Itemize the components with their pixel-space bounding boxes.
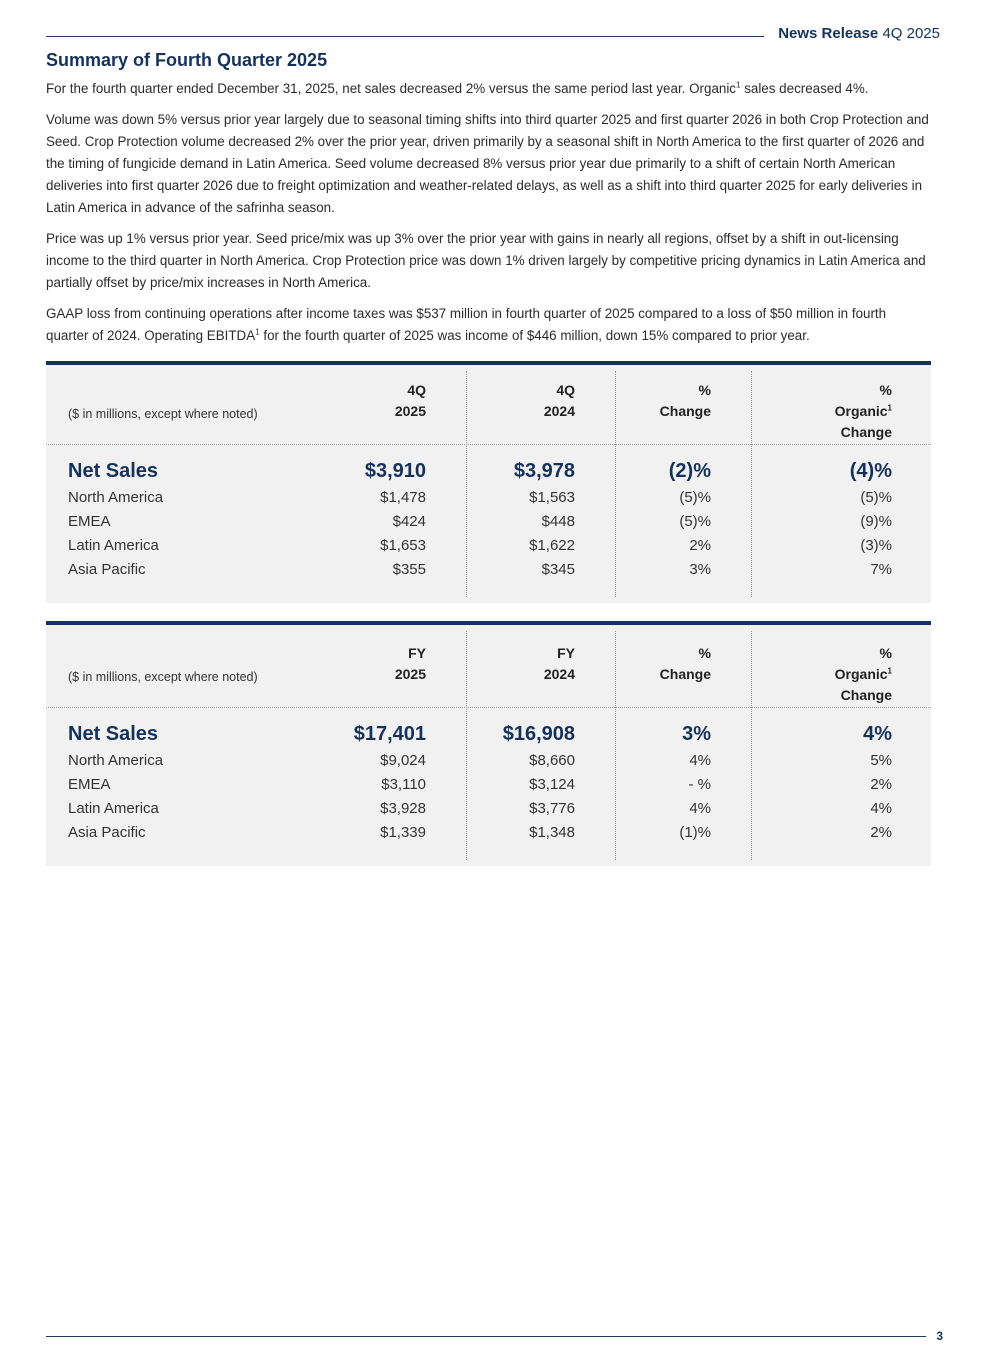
column-header: % Organic$^1$ Change — [834, 382, 892, 440]
page-number: 3 — [936, 1329, 943, 1343]
header-rule — [46, 36, 764, 37]
table-row: EMEA $3,110 $3,124 - % 2% — [68, 776, 892, 793]
column-header: 4Q 2024 — [543, 382, 575, 419]
table-row: Latin America $3,928 $3,776 4% 4% — [68, 800, 892, 817]
table-row: North America $9,024 $8,660 4% 5% — [68, 752, 892, 769]
column-header: FY 2025 — [394, 645, 426, 682]
news-release-header: News Release 4Q 2025 — [778, 25, 940, 42]
column-header: % Change — [659, 645, 711, 682]
column-header: % Organic$^1$ Change — [834, 645, 892, 703]
column-header: FY 2024 — [543, 645, 575, 682]
table-row: North America $1,478 $1,563 (5)% (5)% — [68, 489, 892, 506]
table-note: ($ in millions, except where noted) — [68, 670, 258, 684]
table-row: Latin America $1,653 $1,622 2% (3)% — [68, 537, 892, 554]
table-row: Asia Pacific $1,339 $1,348 (1)% 2% — [68, 824, 892, 841]
paragraph-gaap: GAAP loss from continuing operations after income taxes was $537 million in fourth quarter of 2025 compared to a loss of $50 million in fourth quarter of 2024. Operating EBITDA$^1$ for the fourth quarter of 2025 was income of $446 million, down 15% compared to prior year. — [46, 306, 887, 343]
table-row: Net Sales $3,910 $3,978 (2)% (4)% — [68, 460, 892, 482]
table-row: EMEA $424 $448 (5)% (9)% — [68, 513, 892, 530]
table-row: Net Sales $17,401 $16,908 3% 4% — [68, 723, 892, 745]
paragraph-volume: Volume was down 5% versus prior year largely due to seasonal timing shifts into third quarter 2025 and first quarter 2026 in both Crop Protection and Seed. Crop Protection volume decreased 2% over the prior year, driven primarily by a seasonal shift in North America to the first quarter of 2026 and the timing of fungicide demand in Latin America. Seed volume decreased 8% versus prior year due primarily to a shift of certain North American deliveries into first quarter 2026 due to freight optimization and weather-related delays, as well as a shift into third quarter 2025 for early deliveries in Latin America in advance of the safrinha season. — [46, 112, 929, 215]
table-row: Asia Pacific $355 $345 3% 7% — [68, 561, 892, 578]
column-header: 4Q 2025 — [394, 382, 426, 419]
quarter-net-sales-table — [46, 361, 931, 603]
column-header: % Change — [659, 382, 711, 419]
summary-body — [46, 78, 930, 356]
paragraph-net-sales: For the fourth quarter ended December 31, 2025, net sales decreased 2% versus the same period last year. Organic$^1$ sales decreased 4%. — [46, 80, 869, 96]
paragraph-price: Price was up 1% versus prior year. Seed price/mix was up 3% over the prior year with gains in nearly all regions, offset by a shift in out-licensing income to the third quarter in North America. Crop Protection price was down 1% driven largely by competitive pricing dynamics in Latin America and partially offset by price/mix increases in North America. — [46, 231, 926, 290]
footer-rule — [46, 1336, 926, 1337]
full-year-net-sales-table — [46, 621, 931, 866]
section-title: Summary of Fourth Quarter 2025 — [46, 50, 328, 70]
table-note: ($ in millions, except where noted) — [68, 407, 258, 421]
